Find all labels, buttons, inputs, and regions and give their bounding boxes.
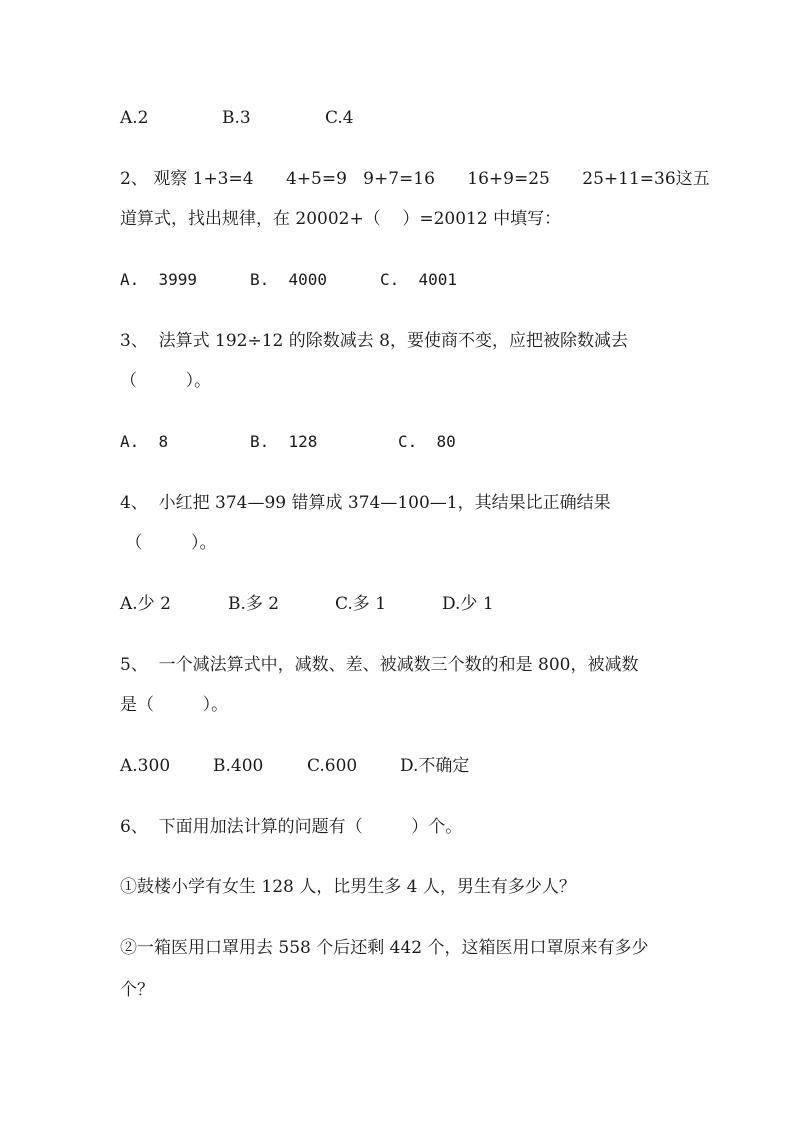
q5-option-b: B.400 xyxy=(213,756,264,776)
q5-stem-line1: 5、 一个减法算式中，减数、差、被减数三个数的和是 800，被减数 xyxy=(120,655,639,675)
q1-option-b: B.3 xyxy=(222,108,251,128)
q4-option-c: C.多 1 xyxy=(335,594,387,614)
q2-option-a: A. 3999 xyxy=(120,270,198,289)
q5-option-d: D.不确定 xyxy=(400,756,470,776)
q4-option-a: A.少 2 xyxy=(120,594,171,614)
q3-option-b: B. 128 xyxy=(250,432,318,451)
q2-option-c: C. 4001 xyxy=(380,270,458,289)
q2-option-b: B. 4000 xyxy=(250,270,328,289)
q5-stem-line2: 是（ ）。 xyxy=(120,695,229,715)
q6-stem: 6、 下面用加法计算的问题有（ ）个。 xyxy=(120,817,463,837)
q6-item-2-line1: ②一箱医用口罩用去 558 个后还剩 442 个，这箱医用口罩原来有多少 xyxy=(120,938,649,958)
q3-stem-line2: （ ）。 xyxy=(120,371,212,391)
q3-option-c: C. 80 xyxy=(398,432,456,451)
q3-option-a: A. 8 xyxy=(120,432,169,451)
q3-stem-line1: 3、 法算式 192÷12 的除数减去 8，要使商不变，应把被除数减去 xyxy=(120,331,628,351)
q4-option-d: D.少 1 xyxy=(442,594,494,614)
q4-option-b: B.多 2 xyxy=(228,594,280,614)
q4-stem-line2: （ ）。 xyxy=(120,533,217,553)
q4-stem-line1: 4、 小红把 374—99 错算成 374—100—1，其结果比正确结果 xyxy=(120,493,611,513)
q5-option-a: A.300 xyxy=(120,756,171,776)
q2-stem-line2: 道算式，找出规律，在 20002+（ ）=20012 中填写： xyxy=(120,209,562,229)
q1-option-c: C.4 xyxy=(325,108,354,128)
q2-stem-line1: 2、 观察 1+3=4 4+5=9 9+7=16 16+9=25 25+11=36这五 xyxy=(120,169,710,189)
q6-item-1: ①鼓楼小学有女生 128 人，比男生多 4 人，男生有多少人？ xyxy=(120,877,576,897)
q5-option-c: C.600 xyxy=(307,756,358,776)
q6-item-2-line2: 个？ xyxy=(120,980,154,1000)
q1-option-a: A.2 xyxy=(120,108,149,128)
